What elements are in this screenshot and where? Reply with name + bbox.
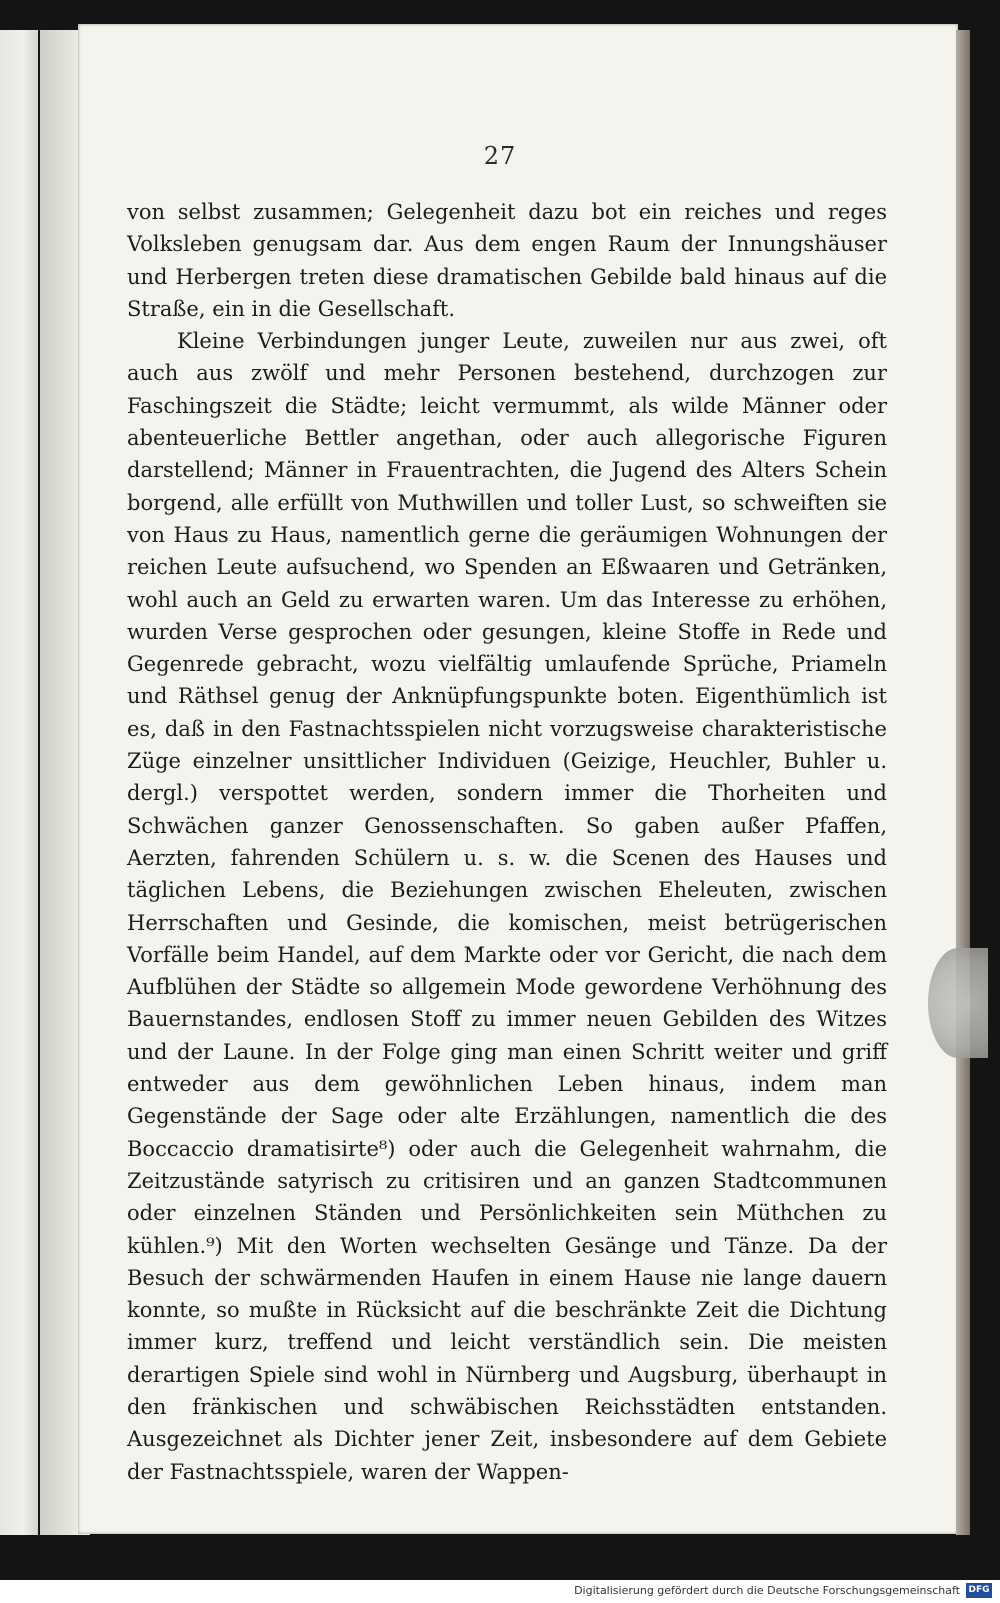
right-page-edge xyxy=(956,30,970,1535)
paragraph-main: Kleine Verbindungen junger Leute, zuweilen nur aus zwei, oft auch aus zwölf und mehr Personen bestehend, durchzogen zur Faschingszeit die Städte; leicht vermummt, als wilde Männer oder abenteuerliche Bettler angethan, oder auch allegorische Figuren darstellend; Männer in Frauentrachten, die Jugend des Alters Schein borgend, alle erfüllt von Muthwillen und toller Lust, so schweiften sie von Haus zu Haus, namentlich gerne die geräumigen Wohnungen der reichen Leute aufsuchend, wo Spenden an Eßwaaren und Getränken, wohl auch an Geld zu erwarten waren. Um das Interesse zu erhöhen, wurden Verse gesprochen oder gesungen, kleine Stoffe in Rede und Gegenrede gebracht, wozu vielfältig umlaufende Sprüche, Priameln und Räthsel genug der Anknüpfungspunkte boten. Eigenthümlich ist es, daß in den Fastnachtsspielen nicht vorzugsweise charakteristische Züge einzelner unsittlicher Individuen (Geizige, Heuchler, Buhler u. dergl.) verspottet werden, sondern immer die Thorheiten und Schwächen ganzer Genossenschaften. So gaben außer Pfaffen, Aerzten, fahrenden Schülern u. s. w. die Scenen des Hauses und täglichen Lebens, die Beziehungen zwischen Eheleuten, zwischen Herrschaften und Gesinde, die komischen, meist betrügerischen Vorfälle beim Handel, auf dem Markte oder vor Gericht, die nach dem Aufblühen der Städte so allgemein Mode gewordene Verhöhnung des Bauernstandes, endlosen Stoff zu immer neuen Gebilden des Witzes und der Laune. In der Folge ging man einen Schritt weiter und griff entweder aus dem gewöhnlichen Leben hinaus, indem man Gegenstände der Sage oder alte Erzählungen, namentlich die des Boccaccio dramatisirte⁸) oder auch die Gelegenheit wahrnahm, die Zeitzustände satyrisch zu critisiren und an ganzen Stadtcommunen oder einzelnen Ständen und Persönlichkeiten sein Müthchen zu kühlen.⁹) Mit den Worten wechselten Gesänge und Tänze. Da der Besuch der schwärmenden Haufen in einem Hause nie lange dauern konnte, so mußte in Rücksicht auf die beschränkte Zeit die Dichtung immer kurz, treffend und leicht verständlich sein. Die meisten derartigen Spiele sind wohl in Nürnberg und Augsburg, überhaupt in den fränkischen und schwäbischen Reichsstädten entstanden. Ausgezeichnet als Dichter jener Zeit, insbesondere auf dem Gebiete der Fastnachtsspiele, waren der Wappen- xyxy=(127,329,887,1484)
left-page-edge xyxy=(0,30,38,1535)
paragraph-continuation: von selbst zusammen; Gelegenheit dazu bot ein reiches und reges Volksleben genugsam dar. Aus dem engen Raum der Innungshäuser und Herbergen treten diese dramatischen Gebilde bald hinaus auf die Straße, ein in die Gesellschaft. xyxy=(127,200,887,321)
page-number: 27 xyxy=(483,142,517,170)
dfg-logo: DFG xyxy=(966,1583,992,1598)
page-clip xyxy=(928,948,988,1058)
body-text xyxy=(127,196,887,1488)
funding-notice: Digitalisierung gefördert durch die Deutsche Forschungsgemeinschaft xyxy=(574,1584,960,1597)
